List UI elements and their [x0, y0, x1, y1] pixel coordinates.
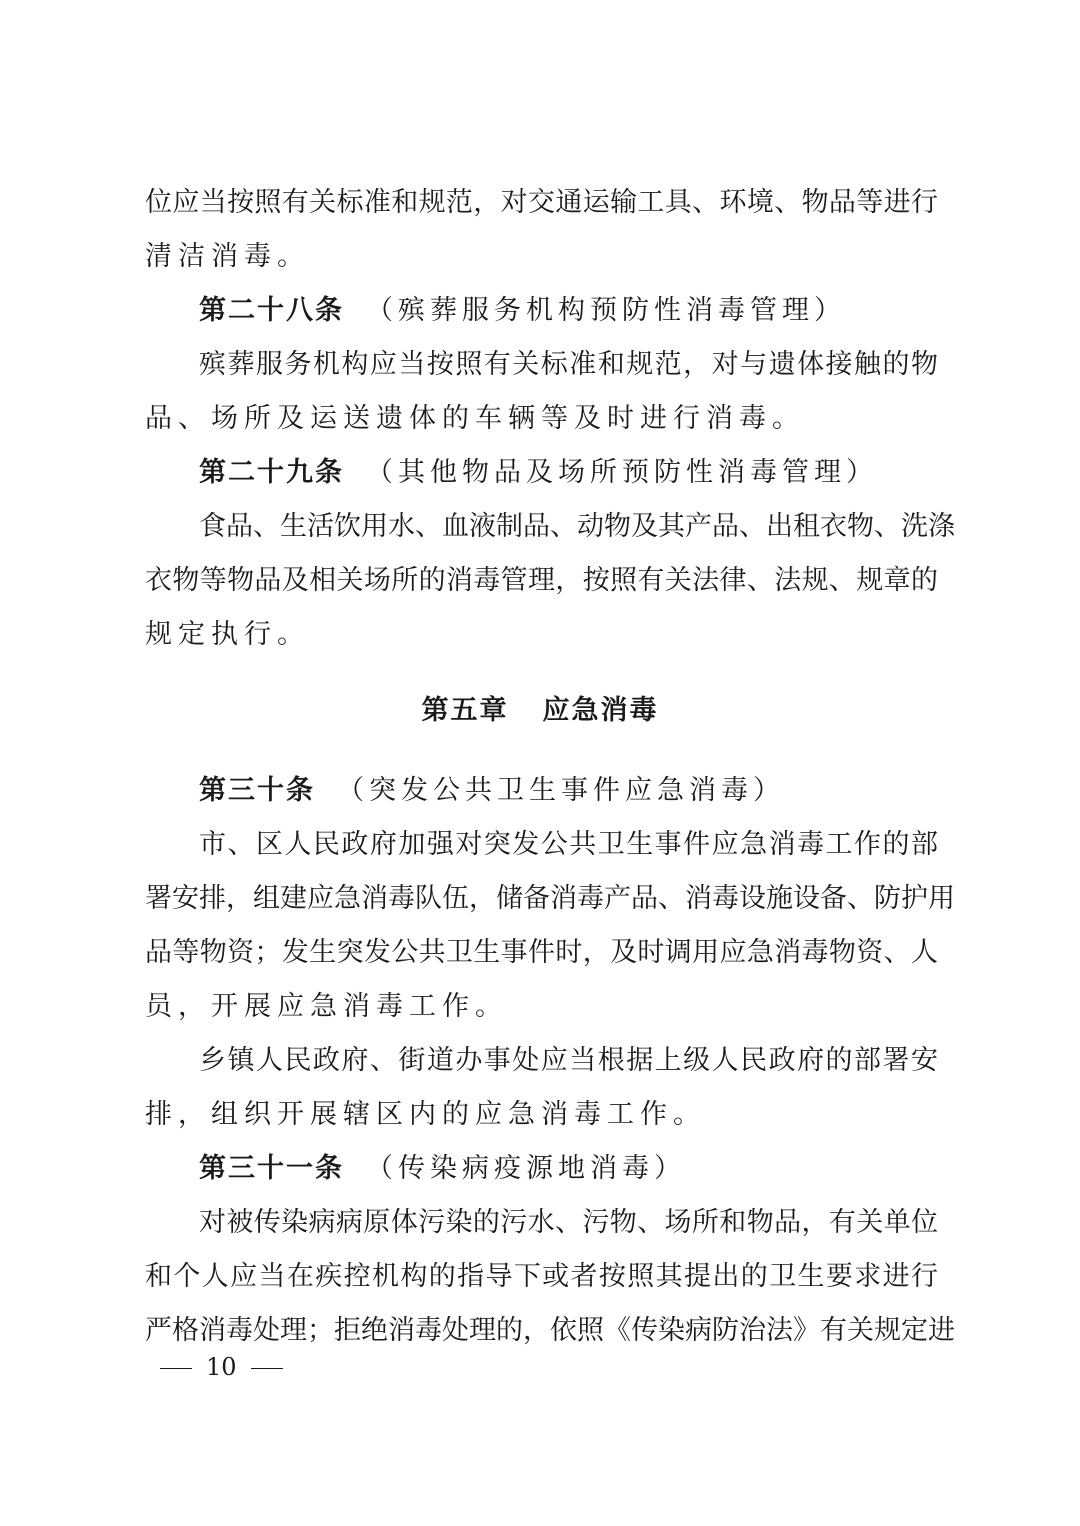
paragraph-line: 殡葬服务机构应当按照有关标准和规范，对与遗体接触的物 [199, 349, 938, 380]
paragraph-line: 严格消毒处理；拒绝消毒处理的，依照《传染病防治法》有关规定进 [145, 1315, 955, 1346]
article-label: 第三十一条 [199, 1153, 344, 1184]
paragraph-line: 对被传染病病原体污染的污水、污物、场所和物品，有关单位 [199, 1207, 938, 1238]
article-label: 第二十八条 [199, 295, 344, 326]
paragraph-line: 署安排，组建应急消毒队伍，储备消毒产品、消毒设施设备、防护用 [145, 883, 955, 914]
chapter-number: 第五章 [421, 695, 509, 726]
page-footer [160, 1347, 283, 1387]
footer-dash-right [251, 1368, 283, 1369]
article-title: （殡葬服务机构预防性消毒管理） [366, 295, 846, 326]
paragraph-line: 衣物等物品及相关场所的消毒管理，按照有关法律、法规、规章的 [145, 565, 938, 596]
paragraph-line: 位应当按照有关标准和规范，对交通运输工具、环境、物品等进行 [145, 187, 938, 218]
article-title: （其他物品及场所预防性消毒管理） [366, 457, 878, 488]
paragraph-line: 员，开展应急消毒工作。 [145, 991, 508, 1022]
article-title: （传染病疫源地消毒） [366, 1153, 686, 1184]
paragraph-line: 清洁消毒。 [145, 241, 310, 272]
footer-dash-left [160, 1368, 192, 1369]
chapter-5-heading [0, 684, 1080, 738]
article-28-heading [199, 284, 938, 338]
paragraph-line: 排，组织开展辖区内的应急消毒工作。 [145, 1099, 706, 1130]
article-label: 第二十九条 [199, 457, 344, 488]
article-label: 第三十条 [199, 775, 315, 806]
paragraph-line: 乡镇人民政府、街道办事处应当根据上级人民政府的部署安 [199, 1045, 938, 1076]
paragraph-line: 食品、生活饮用水、血液制品、动物及其产品、出租衣物、洗涤 [199, 511, 955, 542]
page-number: 10 [206, 1353, 237, 1381]
article-31-heading [199, 1142, 938, 1196]
paragraph-line: 品等物资；发生突发公共卫生事件时，及时调用应急消毒物资、人 [145, 937, 938, 968]
paragraph-line: 品、场所及运送遗体的车辆等及时进行消毒。 [145, 403, 805, 434]
chapter-title: 应急消毒 [542, 695, 659, 726]
paragraph-line: 和个人应当在疾控机构的指导下或者按照其提出的卫生要求进行 [145, 1261, 938, 1292]
paragraph-line: 市、区人民政府加强对突发公共卫生事件应急消毒工作的部 [199, 829, 938, 860]
article-30-heading [199, 764, 938, 818]
article-title: （突发公共卫生事件应急消毒） [337, 775, 785, 806]
article-29-heading [199, 446, 938, 500]
paragraph-line: 规定执行。 [145, 619, 310, 650]
